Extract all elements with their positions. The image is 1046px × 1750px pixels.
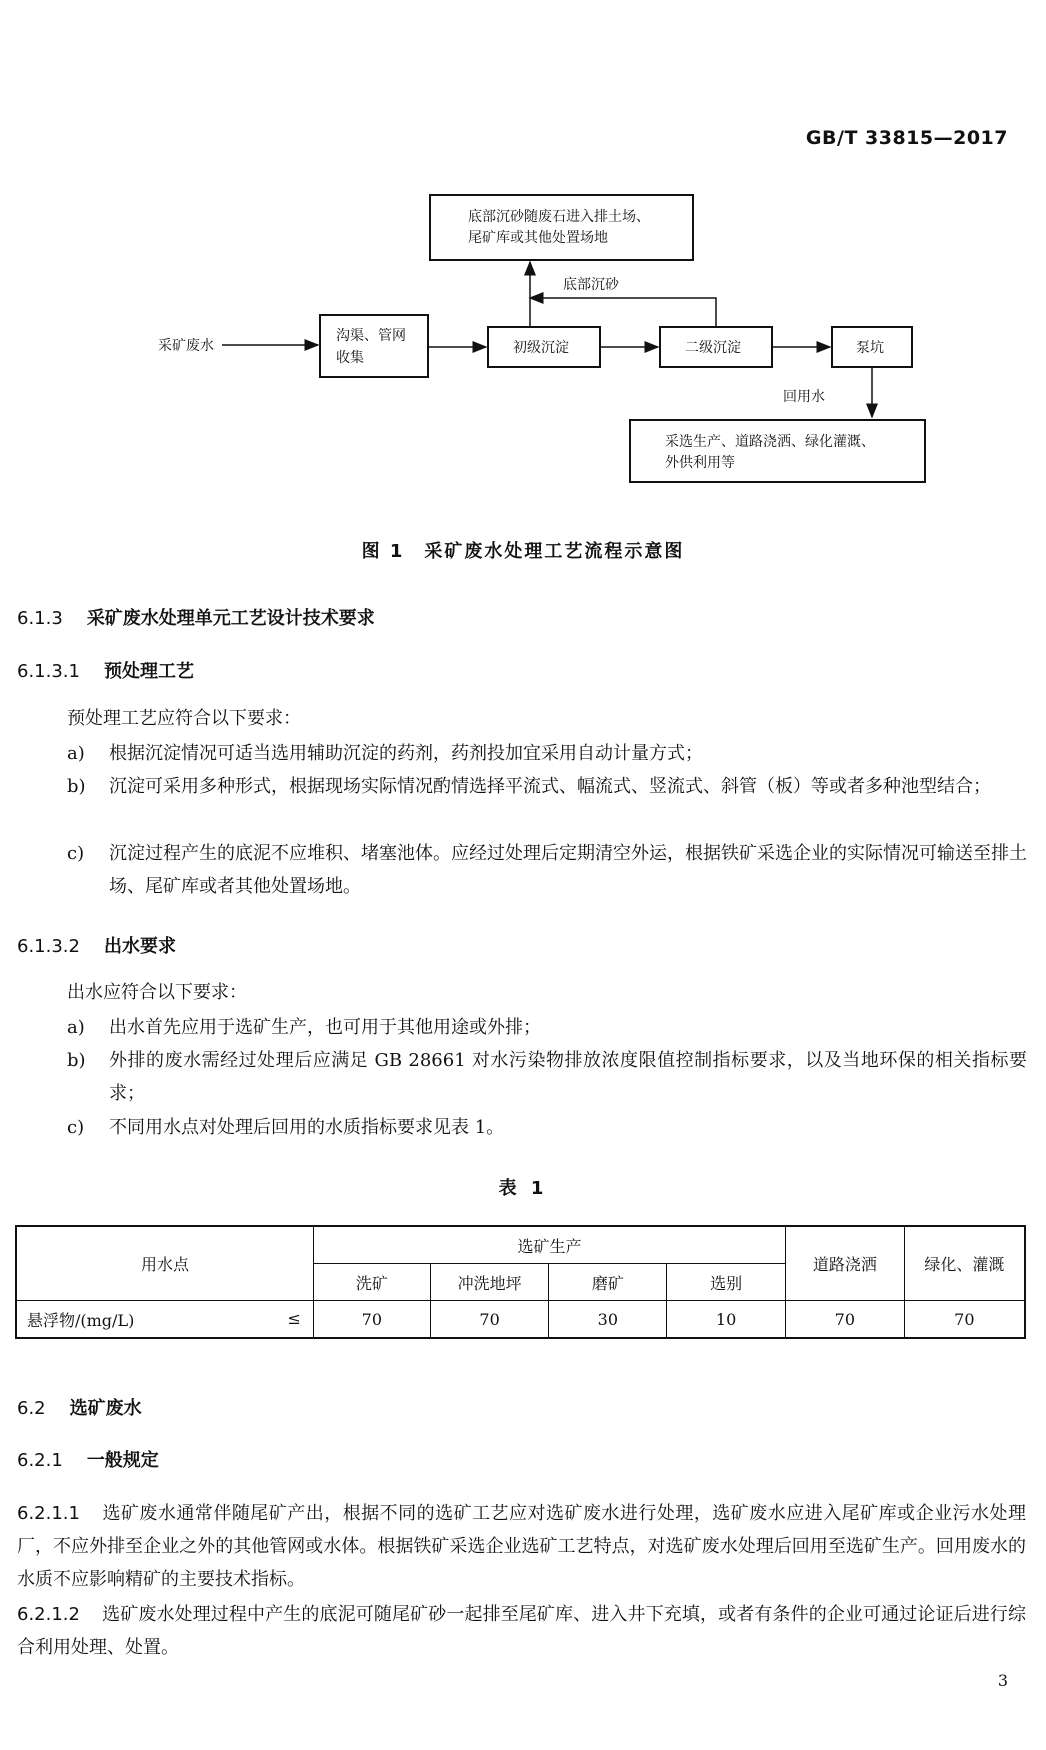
standard-code: GB/T 33815—2017 [805, 127, 1008, 149]
page-number: 3 [997, 1671, 1008, 1690]
table-title: 表 1 [498, 1178, 548, 1199]
collection-label-2: 收集 [336, 350, 364, 366]
list-text: 外排的废水需经过处理后应满足 GB 28661 对水污染物排放浓度限值控制指标要求，以及当地环保的相关指标要求； [109, 1050, 1027, 1104]
reuse-edge-label: 回用水 [783, 389, 825, 405]
sediment-edge-label: 底部沉砂 [563, 277, 619, 293]
clause-number: 6.2.1.1 [17, 1503, 80, 1524]
section-heading-613 [17, 604, 375, 630]
reuse-label-1: 采选生产、道路浇洒、绿化灌溉、 [665, 434, 875, 450]
process-flow-diagram [0, 180, 1046, 510]
list-label: c) [67, 843, 85, 864]
section-number: 6.2 [17, 1398, 46, 1419]
list-text: 出水首先应用于选矿生产，也可用于其他用途或外排； [109, 1017, 541, 1038]
collection-box [320, 315, 428, 377]
table-cell: 70 [785, 1301, 904, 1339]
section-title: 出水要求 [103, 936, 176, 957]
intro-6132: 出水应符合以下要求： [67, 982, 247, 1003]
list-text: 沉淀可采用多种形式，根据现场实际情况酌情选择平流式、幅流式、竖流式、斜管（板）等或者多种池型结合； [109, 776, 991, 797]
primary-sedimentation-label: 初级沉淀 [513, 340, 569, 356]
list-item [67, 1011, 1027, 1044]
list-text: 沉淀过程产生的底泥不应堆积、堵塞池体。应经过处理后定期清空外运，根据铁矿采选企业的实际情况可输送至排土场、尾矿库或者其他处置场地。 [109, 843, 1027, 897]
section-number: 6.1.3 [17, 608, 63, 629]
source-label: 采矿废水 [158, 338, 214, 354]
section-title: 采矿废水处理单元工艺设计技术要求 [86, 608, 375, 629]
figure-caption: 图 1 采矿废水处理工艺流程示意图 [361, 541, 685, 562]
paragraph-6211 [17, 1497, 1026, 1596]
list-item [67, 1111, 1027, 1144]
intro-6131: 预处理工艺应符合以下要求： [67, 708, 301, 729]
secondary-sedimentation-label: 二级沉淀 [685, 340, 741, 356]
table-cell: 70 [430, 1301, 549, 1339]
list-text: 根据沉淀情况可适当选用辅助沉淀的药剂，药剂投加宜采用自动计量方式； [109, 743, 703, 764]
section-heading-6132 [17, 932, 176, 958]
pump-pit-label: 泵坑 [856, 340, 884, 356]
table-cell: 70 [313, 1301, 430, 1339]
table-cell: 70 [904, 1301, 1025, 1339]
section-heading-6131 [17, 657, 194, 683]
list-item [67, 837, 1027, 903]
collection-label-1: 沟渠、管网 [336, 328, 406, 344]
water-quality-table [15, 1225, 1026, 1339]
header-sub: 选别 [667, 1264, 786, 1301]
header-water-point: 用水点 [16, 1226, 313, 1301]
section-number: 6.1.3.2 [17, 936, 80, 957]
disposal-site-label-2: 尾矿库或其他处置场地 [468, 230, 608, 246]
list-item [67, 1044, 1027, 1110]
sediment-return-line [530, 298, 716, 327]
header-sub: 冲洗地坪 [430, 1264, 549, 1301]
disposal-site-box [430, 195, 693, 260]
table-cell: 10 [667, 1301, 786, 1339]
paragraph-6212 [17, 1598, 1026, 1664]
list-item [67, 737, 1027, 770]
table-row [16, 1301, 1025, 1339]
section-heading-62 [17, 1394, 142, 1420]
reuse-box [630, 420, 925, 482]
list-label: b) [67, 776, 86, 797]
section-number: 6.2.1 [17, 1450, 63, 1471]
clause-text: 选矿废水处理过程中产生的底泥可随尾矿砂一起排至尾矿库、进入井下充填，或者有条件的企业可通过论证后进行综合利用处理、处置。 [17, 1604, 1026, 1658]
section-number: 6.1.3.1 [17, 661, 80, 682]
list-label: a) [67, 1017, 85, 1038]
header-sub: 洗矿 [313, 1264, 430, 1301]
list-label: a) [67, 743, 85, 764]
header-beneficiation: 选矿生产 [313, 1226, 785, 1264]
list-text: 不同用水点对处理后回用的水质指标要求见表 1。 [109, 1117, 505, 1138]
le-symbol: ≤ [287, 1309, 301, 1328]
clause-number: 6.2.1.2 [17, 1604, 80, 1625]
row-name: 悬浮物/(mg/L) [27, 1310, 135, 1330]
list-label: b) [67, 1050, 86, 1071]
header-green: 绿化、灌溉 [904, 1226, 1025, 1301]
table-cell: 30 [549, 1301, 667, 1339]
disposal-site-label-1: 底部沉砂随废石进入排土场、 [468, 209, 650, 225]
header-road: 道路浇洒 [785, 1226, 904, 1301]
list-label: c) [67, 1117, 85, 1138]
list-item [67, 770, 1027, 803]
reuse-label-2: 外供利用等 [665, 455, 735, 471]
clause-text: 选矿废水通常伴随尾矿产出，根据不同的选矿工艺应对选矿废水进行处理，选矿废水应进入尾矿库或企业污水处理厂，不应外排至企业之外的其他管网或水体。根据铁矿采选企业选矿工艺特点，对选矿废水处理后回用至选矿生产。回用废水的水质不应影响精矿的主要技术指标。 [17, 1503, 1026, 1590]
row-label [16, 1301, 313, 1339]
header-sub: 磨矿 [549, 1264, 667, 1301]
section-title: 选矿废水 [69, 1398, 142, 1419]
section-title: 一般规定 [86, 1450, 159, 1471]
section-title: 预处理工艺 [103, 661, 194, 682]
section-heading-621 [17, 1446, 159, 1472]
